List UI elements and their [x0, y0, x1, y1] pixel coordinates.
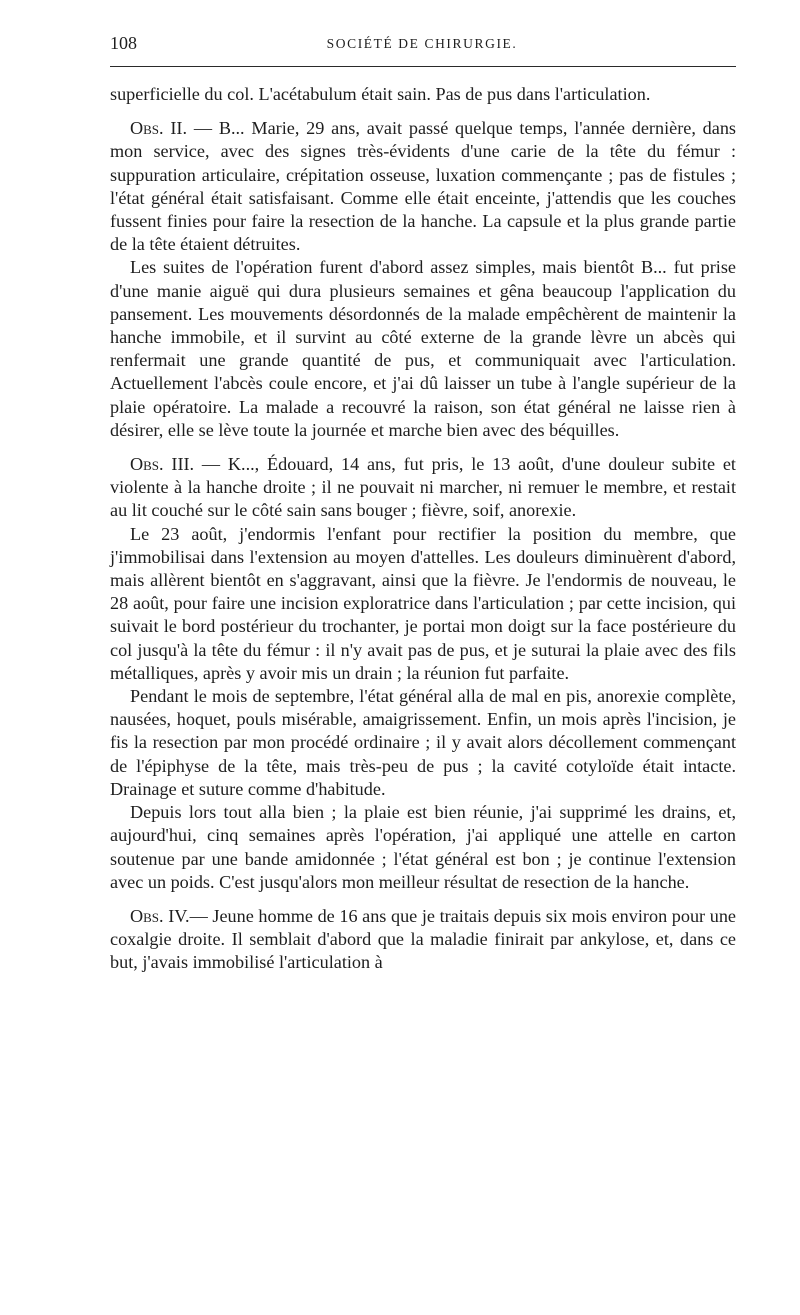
paragraph-text: Les suites de l'opération furent d'abord assez simples, mais bientôt B... fut prise d'une manie aiguë qui dura plusieurs semaines et gêna beaucoup l'application du pansement. Les mouvements désordonnés de la malade empêchèrent de maintenir la hanche immobile, et il survint au côté externe de la grande lèvre un abcès qui renfermait une grande quantité de pus, et communiquait avec l'articulation. Actuellement l'abcès coule encore, et j'ai dû laisser un tube à l'angle supérieur de la plaie opératoire. La malade a recouvré la raison, son état général ne laisse rien à désirer, elle se lève toute la journée et marche bien avec des béquilles.	[110, 257, 736, 440]
paragraph	[110, 685, 736, 801]
paragraph-text: — Jeune homme de 16 ans que je traitais depuis six mois environ pour une coxalgie droite. Il semblait d'abord que la maladie finirait par ankylose, et, dans ce but, j'avais immobilisé l'articulation à	[110, 905, 736, 973]
observation-2	[110, 117, 736, 256]
observation-label: Obs. III.	[130, 454, 195, 475]
paragraph-text: Pendant le mois de septembre, l'état général alla de mal en pis, anorexie complète, nausées, hoquet, pouls misérable, amaigrissement. Enfin, un mois après l'incision, je fis la resection par mon procédé ordinaire ; il y avait alors décollement commençant de l'épiphyse de la tête, mais très-peu de pus ; la cavité cotyloïde était intacte. Drainage et suture comme d'habitude.	[110, 686, 736, 799]
paragraph-text: — B... Marie, 29 ans, avait passé quelque temps, l'année dernière, dans mon service, avec des signes très-évidents d'une carie de la tête du fémur : suppuration articulaire, crépitation osseuse, luxation commençante ; pas de fistules ; l'état général était satisfaisant. Comme elle était enceinte, j'attendis que les couches fussent finies pour faire la resection de la hanche. La capsule et la plus grande partie de la tête étaient détruites.	[110, 118, 736, 255]
paragraph	[110, 256, 736, 442]
paragraph-continuation	[110, 83, 736, 106]
running-title: SOCIÉTÉ DE CHIRURGIE.	[326, 36, 518, 51]
paragraph-text: Le 23 août, j'endormis l'enfant pour rectifier la position du membre, que j'immobilisai dans l'extension au moyen d'attelles. Les douleurs diminuèrent d'abord, mais allèrent bientôt en s'aggravant, ainsi que la fièvre. Je l'endormis de nouveau, le 28 août, pour faire une incision exploratrice dans l'articulation ; par cette incision, qui suivait le bord postérieur du trochanter, je portai mon doigt sur la face postérieure du col jusqu'à la tête du fémur : il n'y avait pas de pus, et je suturai la plaie avec des fils métalliques, après y avoir mis un drain ; la réunion fut parfaite.	[110, 523, 736, 683]
paragraph-text: Depuis lors tout alla bien ; la plaie est bien réunie, j'ai supprimé les drains, et, aujourd'hui, cinq semaines après l'opération, j'ai appliqué une attelle en carton soutenue par une bande amidonnée ; l'état général est bon ; je continue l'extension avec un poids. C'est jusqu'alors mon meilleur résultat de resection de la hanche.	[110, 802, 736, 892]
observation-label: Obs. IV.	[130, 905, 190, 926]
paragraph	[110, 523, 736, 685]
page-number: 108	[110, 33, 137, 53]
paragraph	[110, 801, 736, 894]
observation-label: Obs. II.	[130, 118, 188, 139]
paragraph-text: — K..., Édouard, 14 ans, fut pris, le 13 août, d'une douleur subite et violente à la hanche droite ; il ne pouvait ni marcher, ni remuer le membre, et restait au lit couché sur le côté sain sans bouger ; fièvre, soif, anorexie.	[110, 454, 736, 521]
body-text	[110, 83, 736, 975]
observation-4	[110, 905, 736, 975]
observation-3	[110, 453, 736, 523]
header-rule	[110, 66, 736, 67]
paragraph-text: superficielle du col. L'acétabulum était sain. Pas de pus dans l'articulation.	[110, 84, 651, 104]
page-header	[110, 30, 734, 60]
